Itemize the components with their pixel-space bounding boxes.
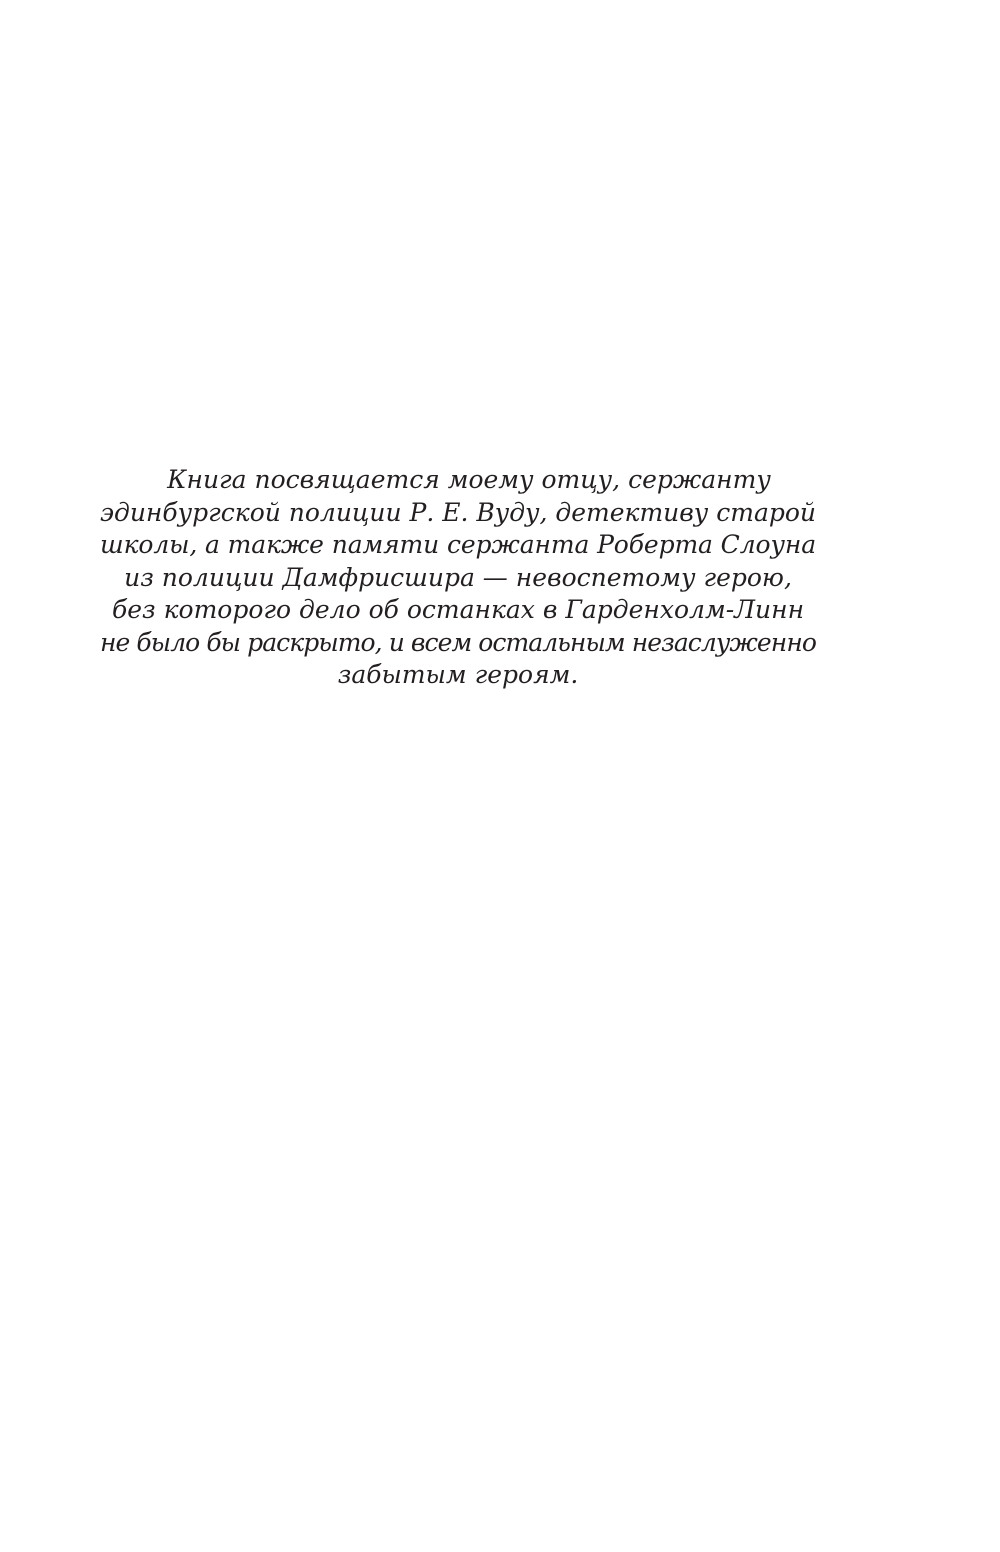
dedication-line: не было бы раскрыто, и всем остальным незаслуженно [100,627,816,657]
dedication-line: эдинбургской полиции Р. Е. Вуду, детективу старой [100,497,816,527]
dedication-line: школы, а также памяти сержанта Роберта Слоуна [100,530,816,559]
dedication-line: забытым героям. [337,660,579,689]
dedication-line: без которого дело об останках в Гарденхолм-Линн [111,595,805,624]
dedication-line: из полиции Дамфрисшира — невоспетому герою, [124,562,792,592]
dedication-text [100,464,816,692]
dedication-line: Книга посвящается моему отцу, сержанту [167,465,771,494]
